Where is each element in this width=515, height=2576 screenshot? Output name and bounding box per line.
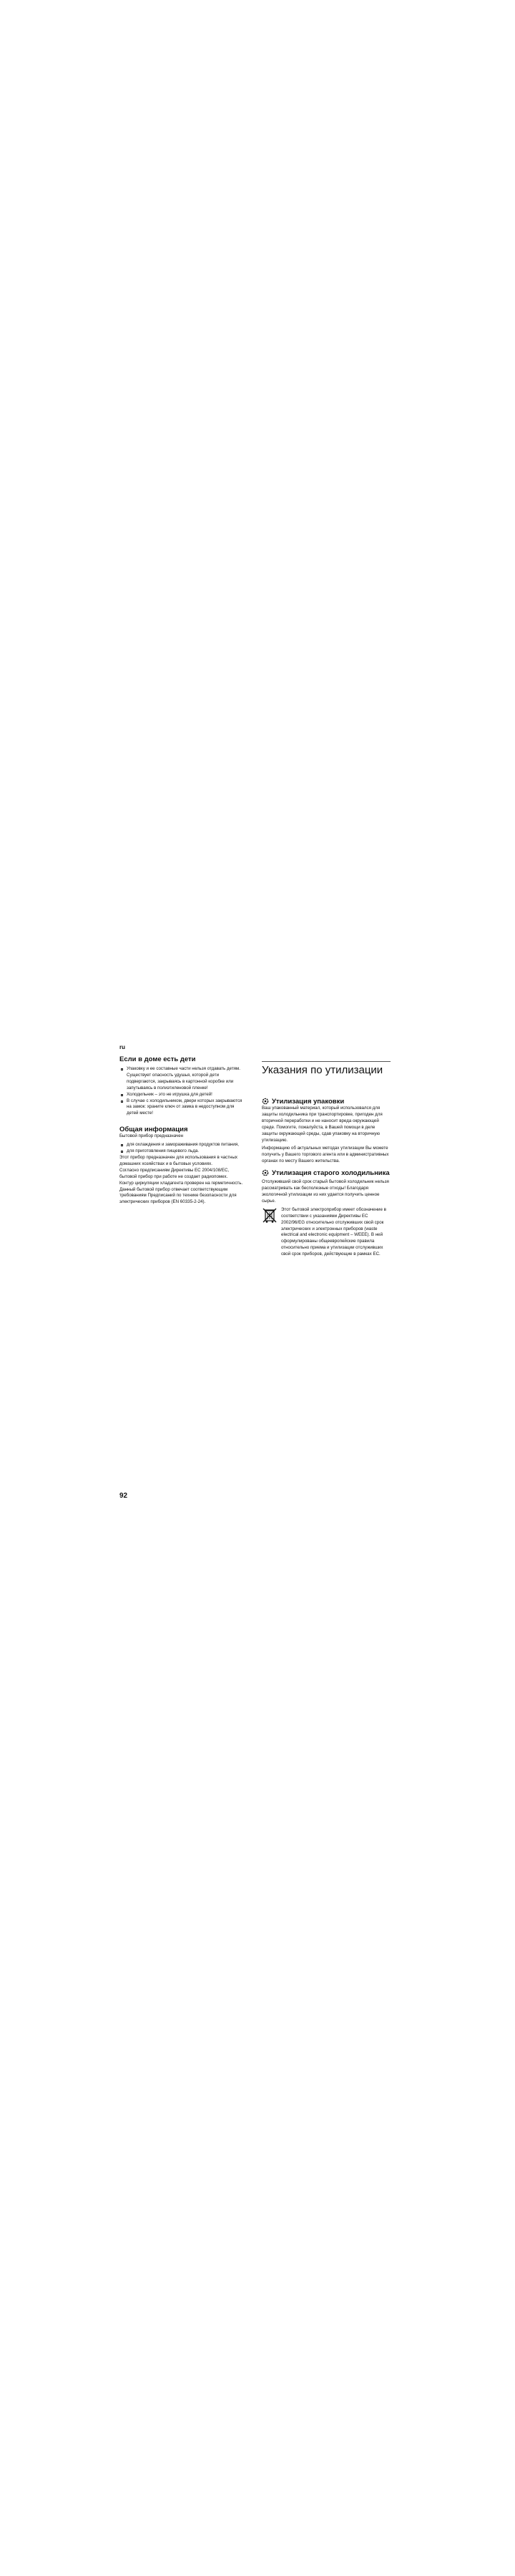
kids-bullet-1: Упаковку и ее составные части нельзя отдавать детям. Существует опасность удушья, которой дети подвергаются, закрываясь в картонной коробке или запутываясь в полиэтиленовой пленке! — [119, 1066, 247, 1092]
weee-block — [262, 1207, 391, 1258]
disposal-heading: Указания по утилизации — [262, 1064, 383, 1076]
info-intro: Бытовой прибор предназначен — [119, 1133, 184, 1139]
page-number: 92 — [119, 1492, 128, 1500]
info-para-2: Согласно предписаниям Директивы ЕС 2004/108/EC, бытовой прибор при работе не создает радиопомех. — [119, 1167, 230, 1179]
info-bullet-2: для приготовления пищевого льда. — [119, 1148, 247, 1155]
language-code: ru — [119, 1044, 125, 1050]
old-appliance-heading-text: Утилизация старого холодильника — [272, 1169, 390, 1178]
packaging-heading — [262, 1098, 391, 1106]
info-para-1: Этот прибор предназначен для использования в частных домашних хозяйствах и в бытовых условиях. — [119, 1154, 238, 1166]
kids-bullet-2: Холодильник – это не игрушка для детей! — [119, 1092, 247, 1098]
info-bullet-1: для охлаждения и замораживания продуктов питания, — [119, 1142, 247, 1148]
left-column — [119, 1055, 247, 1206]
kids-heading: Если в доме есть дети — [119, 1055, 196, 1063]
info-para-3: Контур циркуляции хладагента проверен на герметичность. — [119, 1180, 243, 1186]
crossed-bin-icon — [262, 1207, 278, 1224]
old-appliance-heading — [262, 1169, 391, 1177]
info-heading: Общая информация — [119, 1126, 188, 1134]
weee-text: Этот бытовой электроприбор имеет обозначение в соответствии с указаниями Директивы ЕС 2002/96/EG относительно отслуживших свой срок электрических и электронных приборов (waste electrical and electronic equipment – WEEE). В ней сформулированы общеевропейские правила относительно приема и утилизации отслуживших свой срок приборов, действующие в рамках ЕС. — [281, 1206, 386, 1257]
packaging-text-2: Информацию об актуальных методах утилизации Вы можете получить у Вашего торгового агента или в административных органах по месту Вашего жительства. — [262, 1146, 389, 1164]
packaging-heading-text: Утилизация упаковки — [272, 1098, 345, 1106]
right-column — [262, 1098, 391, 1258]
recycle-icon — [262, 1169, 269, 1176]
recycle-icon — [262, 1098, 269, 1105]
old-appliance-text: Отслуживший свой срок старый бытовой холодильник нельзя рассматривать как бесполезные отходы! Благодаря экологичной утилизации из них удается получить ценное сырье. — [262, 1179, 389, 1204]
section-rule — [262, 1061, 391, 1062]
kids-bullet-3: В случае с холодильником, двери которых закрываются на замок: храните ключ от замка в недоступном для детей месте! — [119, 1098, 247, 1118]
info-para-4: Данный бытовой прибор отвечает соответствующим требованиям Предписаний по технике безопасности для электрических приборов (EN 60335-2-24). — [119, 1186, 237, 1205]
packaging-text: Ваш упакованный материал, который использовался для защиты холодильника при транспортировке, пригоден для вторичной переработки и не наносит вреда окружающей среде. Помогите, пожалуйста, в Вашей помощи в деле защиты окружающей среды, сдав упаковку на вторичную утилизацию. — [262, 1106, 383, 1143]
